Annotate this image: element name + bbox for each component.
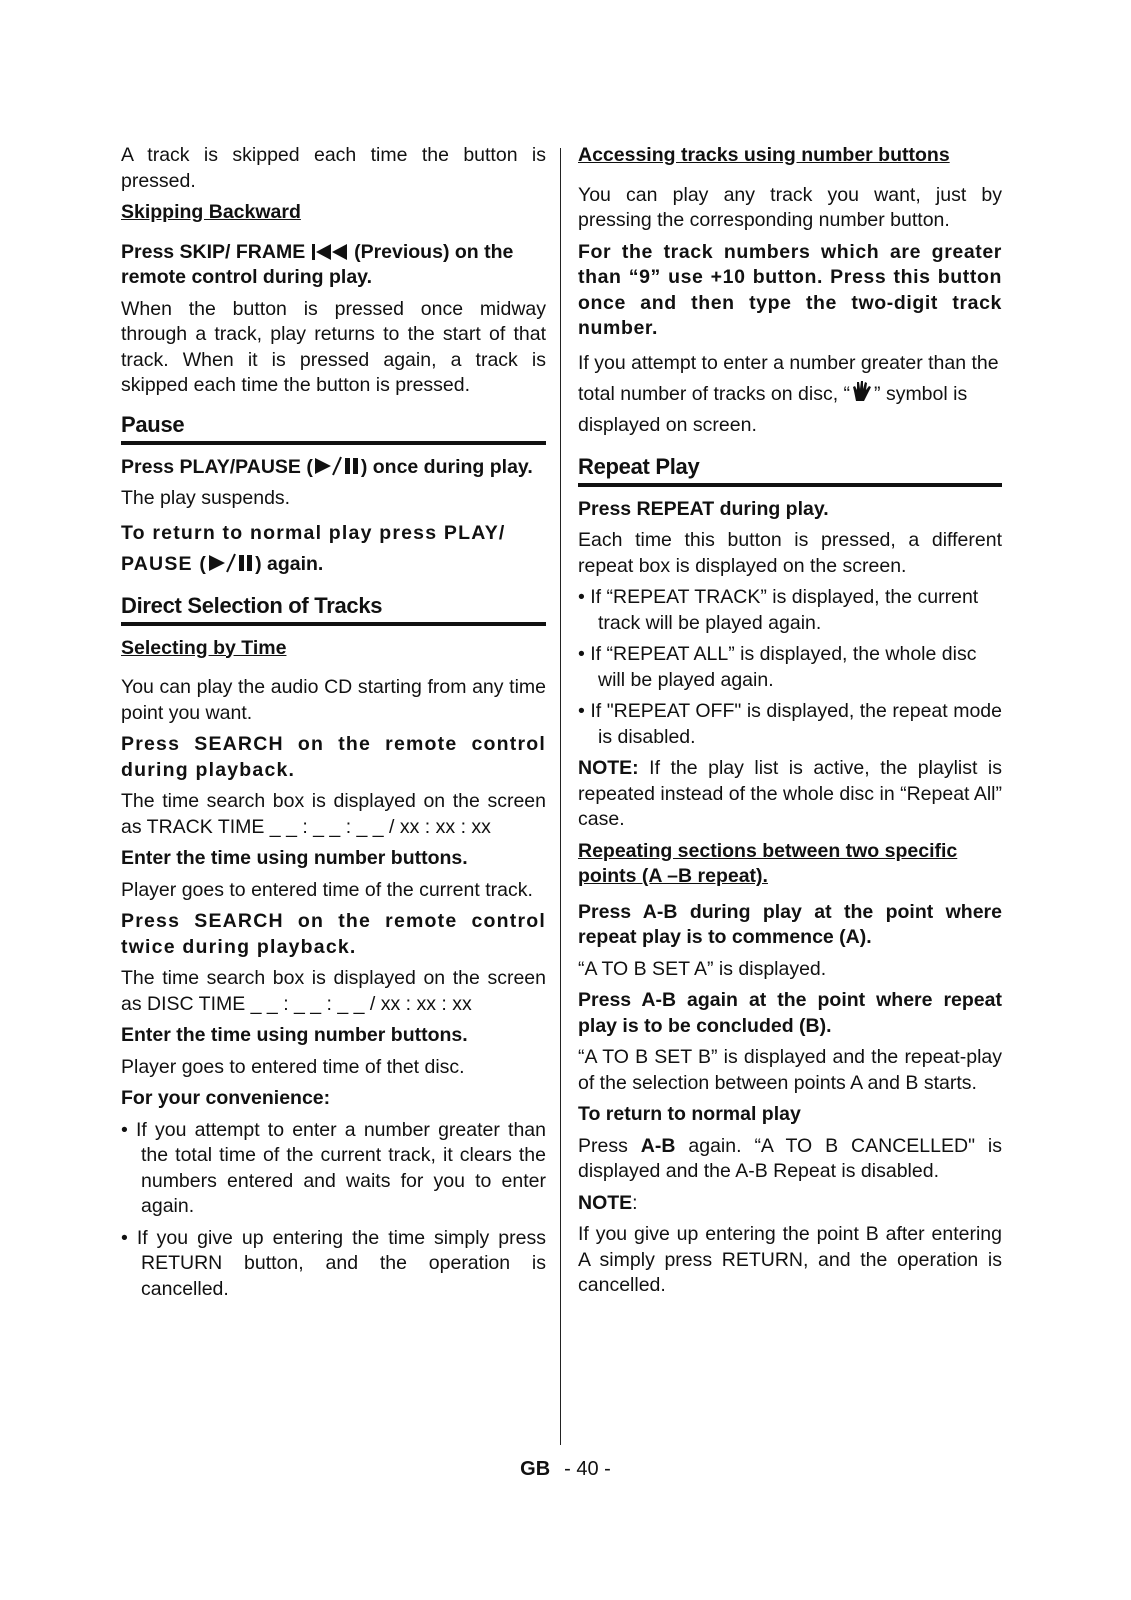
- skipping-backward-heading: Skipping Backward: [121, 201, 301, 223]
- enter-time-instruction-1: Enter the time using number buttons.: [121, 847, 468, 869]
- page-number: - 40 -: [564, 1458, 611, 1480]
- note-2-text: If you give up entering the point B after entering A simply press RETURN, and the operation is cancelled.: [578, 1223, 1002, 1296]
- number-buttons-description: You can play any track you want, just by pressing the corresponding number button.: [578, 183, 1002, 231]
- skip-back-instruction-a: Press SKIP/ FRAME: [121, 240, 306, 263]
- repeat-bullet-off: • If "REPEAT OFF" is displayed, the repeat mode is disabled.: [578, 700, 1002, 748]
- pause-return-b: ) again.: [255, 552, 324, 575]
- number-buttons-heading: Accessing tracks using number buttons: [578, 144, 950, 166]
- number-attempt-text: [578, 348, 1002, 441]
- hand-stop-icon: [850, 379, 874, 403]
- repeat-instruction: Press REPEAT during play.: [578, 497, 829, 520]
- note-2-label: NOTE: [578, 1191, 633, 1214]
- return-normal-heading: To return to normal play: [578, 1103, 801, 1125]
- left-column: [121, 143, 546, 1308]
- pause-description: The play suspends.: [121, 487, 291, 509]
- by-time-description: You can play the audio CD starting from any time point you want.: [121, 676, 546, 724]
- play-pause-icon: [313, 456, 361, 476]
- note-text: If the play list is active, the playlist is repeated instead of the whole disc in “Repeat All” case.: [578, 757, 1002, 830]
- skip-back-instruction-b: (Previous) on the remote control during play.: [121, 240, 514, 288]
- disc-time-description: The time search box is displayed on the screen as DISC TIME _ _ : _ _ : _ _ / xx : xx : xx: [121, 967, 546, 1015]
- return-ab: A-B: [640, 1134, 676, 1157]
- number-attempt-a: If you attempt to enter a number greater than the total number of tracks on disc, “: [578, 351, 999, 405]
- repeat-play-heading: Repeat Play: [578, 453, 1002, 487]
- intro-text: A track is skipped each time the button is pressed.: [121, 144, 546, 192]
- skip-back-instruction: [121, 240, 546, 291]
- selecting-by-time-heading: Selecting by Time: [121, 636, 287, 659]
- repeat-bullet-track: • If “REPEAT TRACK” is displayed, the current track will be played again.: [578, 586, 979, 634]
- convenience-bullet-1: • If you attempt to enter a number greater than the total time of the current track, it clears the numbers entered and waits for you to enter again.: [121, 1118, 546, 1217]
- number-attempt-b: ” symbol is displayed on screen.: [578, 382, 968, 436]
- footer-language: GB: [520, 1458, 551, 1480]
- ab-set-b-text: “A TO B SET B” is displayed and the repeat-play of the selection between points A and B starts.: [578, 1046, 1002, 1094]
- track-time-description: The time search box is displayed on the screen as TRACK TIME _ _ : _ _ : _ _ / xx : xx : xx: [121, 790, 546, 838]
- skip-previous-icon: [311, 243, 349, 261]
- return-b: again. “A TO B CANCELLED" is displayed and the A-B Repeat is disabled.: [578, 1134, 1003, 1182]
- pause-instruction-b: ) once during play.: [360, 455, 533, 478]
- ab-repeat-heading: Repeating sections between two specific points (A –B repeat).: [578, 839, 958, 887]
- ab-set-a-text: “A TO B SET A” is displayed.: [578, 957, 827, 980]
- pause-instruction: [121, 455, 546, 481]
- note-2: [578, 1191, 1002, 1217]
- ab-instruction-1: Press A-B during play at the point where repeat play is to commence (A).: [578, 900, 1002, 948]
- return-normal-text: [578, 1134, 1002, 1185]
- return-a: Press: [578, 1134, 641, 1157]
- pause-return-instruction: [121, 518, 546, 580]
- pause-return-a: To return to normal play press PLAY/ PAUSE (: [121, 521, 506, 575]
- convenience-heading: For your convenience:: [121, 1087, 331, 1109]
- search-instruction: Press SEARCH on the remote control during playback.: [121, 733, 546, 781]
- note-label: NOTE:: [578, 757, 639, 779]
- right-column: [578, 143, 1002, 1305]
- page-footer: [0, 1458, 1131, 1481]
- play-pause-icon: [207, 553, 255, 573]
- goes-to-disc-time: Player goes to entered time of thet disc.: [121, 1055, 465, 1078]
- repeat-note: [578, 756, 1002, 833]
- number-buttons-instruction: For the track numbers which are greater than “9” use +10 button. Press this button once and then type the two-digit track number.: [578, 240, 1002, 339]
- search-twice-instruction: Press SEARCH on the remote control twice during playback.: [121, 910, 546, 958]
- repeat-bullet-all: • If “REPEAT ALL” is displayed, the whole disc will be played again.: [578, 643, 977, 691]
- pause-instruction-a: Press PLAY/PAUSE (: [121, 455, 313, 478]
- direct-selection-heading: Direct Selection of Tracks: [121, 592, 546, 626]
- note-2-colon: :: [632, 1191, 638, 1214]
- convenience-bullet-2: • If you give up entering the time simply press RETURN button, and the operation is cancelled.: [121, 1226, 546, 1300]
- skip-back-description: When the button is pressed once midway through a track, play returns to the start of that track. When it is pressed again, a track is skipped each time the button is pressed.: [121, 297, 546, 396]
- goes-to-track-time: Player goes to entered time of the current track.: [121, 878, 533, 901]
- ab-instruction-2: Press A-B again at the point where repeat play is to be concluded (B).: [578, 989, 1002, 1037]
- pause-heading: Pause: [121, 411, 546, 445]
- repeat-description: Each time this button is pressed, a different repeat box is displayed on the screen.: [578, 529, 1002, 577]
- column-divider: [560, 148, 561, 1445]
- enter-time-instruction-2: Enter the time using number buttons.: [121, 1024, 468, 1046]
